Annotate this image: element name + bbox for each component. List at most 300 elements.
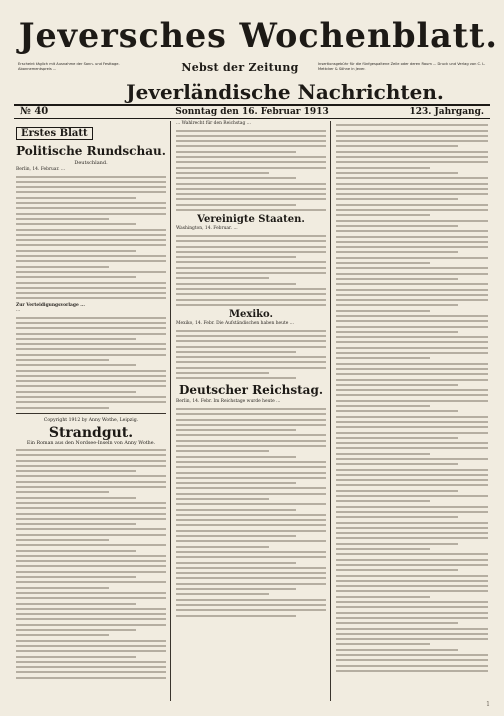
text-line-placeholder — [16, 465, 166, 467]
text-line-placeholder — [16, 470, 136, 472]
text-line-placeholder — [176, 235, 326, 237]
text-line-placeholder — [16, 661, 166, 663]
issue-date: Sonntag den 16. Februar 1913 — [175, 107, 329, 117]
text-line-placeholder — [176, 151, 296, 153]
text-line-placeholder — [16, 186, 166, 188]
text-line-placeholder — [336, 474, 488, 476]
text-line-placeholder — [336, 553, 488, 555]
article-subheading: Deutschland. — [74, 160, 108, 166]
text-line-placeholder — [336, 262, 430, 264]
text-line-placeholder — [16, 213, 166, 215]
text-line-placeholder — [176, 445, 326, 447]
text-line-placeholder — [176, 177, 296, 179]
text-line-placeholder — [336, 564, 488, 566]
text-line-placeholder — [16, 260, 166, 262]
text-line-placeholder — [16, 656, 136, 658]
article-heading: Deutscher Reichstag. — [178, 383, 324, 398]
text-line-placeholder — [16, 229, 166, 231]
text-line-placeholder — [336, 278, 458, 280]
text-line-placeholder — [336, 183, 488, 185]
publisher-info: Insertionsgebühr für die fünfgespaltene Zeile oder deren Raum ... Druck und Verlag von C. L. Mettcker & Söhne in Jever. — [318, 62, 486, 71]
text-line-placeholder — [176, 183, 326, 185]
text-line-placeholder — [336, 214, 430, 216]
text-line-placeholder — [16, 640, 166, 642]
text-line-placeholder — [336, 458, 488, 460]
text-line-placeholder — [16, 391, 136, 393]
text-line-placeholder — [176, 377, 296, 379]
text-line-placeholder — [16, 603, 136, 605]
text-line-placeholder — [176, 330, 326, 332]
text-line-placeholder — [16, 375, 166, 377]
text-line-placeholder — [336, 633, 488, 635]
text-line-placeholder — [336, 548, 430, 550]
text-line-placeholder — [336, 596, 430, 598]
text-line-placeholder — [336, 506, 488, 508]
text-line-placeholder — [176, 299, 326, 301]
text-line-placeholder — [336, 299, 488, 301]
text-line-placeholder — [16, 244, 166, 246]
masthead-title: Jeversches Wochenblatt. — [18, 16, 499, 56]
text-line-placeholder — [16, 544, 166, 546]
text-line-placeholder — [336, 341, 488, 343]
text-line-placeholder — [16, 282, 166, 284]
text-line-placeholder — [336, 331, 458, 333]
text-line-placeholder — [16, 518, 166, 520]
text-line-placeholder — [176, 466, 326, 468]
article-text: Mexiko, 14. Febr. Die Aufständischen haben heute ... — [176, 321, 294, 327]
text-line-placeholder — [176, 456, 296, 458]
text-line-placeholder — [336, 590, 488, 592]
text-line-placeholder — [336, 140, 488, 142]
text-line-placeholder — [176, 293, 326, 295]
text-line-placeholder — [16, 271, 166, 273]
text-line-placeholder — [176, 519, 326, 521]
text-line-placeholder — [336, 490, 458, 492]
text-line-placeholder — [336, 580, 488, 582]
column-rule — [170, 121, 171, 701]
feuilleton-subtitle: Ein Roman aus den Nordsee-Inseln von Anny Wothe. — [26, 440, 156, 446]
subscription-info: Erscheint täglich mit Ausnahme der Sonn- und Festtage. Abonnementspreis ... — [18, 62, 120, 71]
text-line-placeholder — [16, 449, 166, 451]
text-line-placeholder — [336, 447, 488, 449]
text-line-placeholder — [16, 218, 109, 220]
text-line-placeholder — [16, 550, 136, 552]
masthead-subtitle: Jeverländische Nachrichten. — [126, 80, 444, 104]
text-line-placeholder — [176, 556, 326, 558]
article-text: ... Wahlrecht für den Reichstag ... — [176, 121, 251, 126]
text-line-placeholder — [176, 130, 326, 132]
text-line-placeholder — [176, 551, 326, 553]
text-line-placeholder — [336, 379, 488, 381]
text-line-placeholder — [336, 357, 430, 359]
text-line-placeholder — [336, 326, 488, 328]
text-line-placeholder — [336, 437, 458, 439]
text-line-placeholder — [16, 370, 166, 372]
text-line-placeholder — [336, 283, 488, 285]
text-line-placeholder — [16, 239, 166, 241]
text-line-placeholder — [176, 351, 296, 353]
feuilleton-copyright: Copyright 1912 by Anny Wothe, Leipzig. — [43, 417, 139, 423]
text-line-placeholder — [336, 167, 430, 169]
text-line-placeholder — [336, 543, 458, 545]
text-line-placeholder — [176, 193, 326, 195]
text-line-placeholder — [16, 528, 166, 530]
text-line-placeholder — [336, 442, 488, 444]
text-line-placeholder — [336, 225, 458, 227]
text-line-placeholder — [336, 638, 488, 640]
text-line-placeholder — [16, 343, 166, 345]
text-line-placeholder — [176, 367, 326, 369]
text-line-placeholder — [16, 486, 166, 488]
text-line-placeholder — [176, 246, 326, 248]
text-line-placeholder — [176, 615, 296, 617]
text-line-placeholder — [336, 416, 488, 418]
text-line-placeholder — [176, 140, 326, 142]
text-line-placeholder — [176, 593, 269, 595]
text-line-placeholder — [176, 408, 326, 410]
text-line-placeholder — [336, 257, 488, 259]
illegible-text — [176, 408, 326, 617]
text-line-placeholder — [16, 581, 166, 583]
text-line-placeholder — [336, 659, 488, 661]
column-3 — [336, 121, 488, 675]
text-line-placeholder — [16, 677, 166, 679]
text-line-placeholder — [336, 373, 488, 375]
text-line-placeholder — [176, 440, 326, 442]
text-line-placeholder — [176, 572, 326, 574]
text-line-placeholder — [16, 539, 109, 541]
text-line-placeholder — [176, 562, 296, 564]
text-line-placeholder — [176, 450, 269, 452]
text-line-placeholder — [16, 613, 166, 615]
text-line-placeholder — [336, 320, 488, 322]
text-line-placeholder — [336, 426, 488, 428]
text-line-placeholder — [336, 628, 488, 630]
text-line-placeholder — [176, 514, 326, 516]
text-line-placeholder — [16, 534, 166, 536]
text-line-placeholder — [16, 497, 136, 499]
text-line-placeholder — [16, 202, 166, 204]
text-line-placeholder — [176, 267, 326, 269]
text-line-placeholder — [176, 304, 326, 306]
text-line-placeholder — [16, 401, 166, 403]
text-line-placeholder — [336, 410, 458, 412]
text-line-placeholder — [336, 665, 488, 667]
illegible-text — [16, 317, 166, 409]
text-line-placeholder — [16, 207, 166, 209]
text-line-placeholder — [176, 346, 326, 348]
text-line-placeholder — [336, 220, 488, 222]
text-line-placeholder — [336, 273, 488, 275]
text-line-placeholder — [16, 666, 166, 668]
location-heading: Vereinigte Staaten. — [197, 214, 305, 226]
text-line-placeholder — [176, 487, 326, 489]
text-line-placeholder — [16, 255, 166, 257]
text-line-placeholder — [336, 569, 458, 571]
text-line-placeholder — [16, 250, 136, 252]
text-line-placeholder — [176, 599, 326, 601]
text-line-placeholder — [336, 156, 488, 158]
text-line-placeholder — [336, 432, 488, 434]
text-line-placeholder — [16, 671, 166, 673]
text-line-placeholder — [16, 481, 166, 483]
article-text: Berlin, 14. Febr. Im Reichstage wurde heute ... — [176, 399, 281, 405]
text-line-placeholder — [336, 177, 488, 179]
text-line-placeholder — [336, 643, 430, 645]
text-line-placeholder — [336, 606, 488, 608]
text-line-placeholder — [336, 384, 458, 386]
text-line-placeholder — [336, 617, 488, 619]
text-line-placeholder — [336, 336, 488, 338]
text-line-placeholder — [176, 477, 326, 479]
text-line-placeholder — [336, 511, 488, 513]
text-line-placeholder — [16, 333, 166, 335]
text-line-placeholder — [176, 498, 269, 500]
text-line-placeholder — [336, 612, 488, 614]
text-line-placeholder — [176, 361, 326, 363]
text-line-placeholder — [176, 335, 326, 337]
text-line-placeholder — [16, 576, 136, 578]
text-line-placeholder — [336, 400, 488, 402]
dateline-bar — [14, 104, 490, 119]
text-line-placeholder — [176, 172, 269, 174]
text-line-placeholder — [176, 419, 326, 421]
text-line-placeholder — [336, 251, 458, 253]
text-line-placeholder — [336, 670, 488, 672]
text-line-placeholder — [176, 209, 326, 211]
text-line-placeholder — [176, 356, 326, 358]
text-line-placeholder — [176, 530, 326, 532]
text-line-placeholder — [336, 236, 488, 238]
text-line-placeholder — [336, 532, 488, 534]
text-line-placeholder — [16, 454, 166, 456]
text-line-placeholder — [176, 609, 326, 611]
text-line-placeholder — [16, 629, 136, 631]
masthead-nebst: Nebst der Zeitung — [181, 61, 299, 74]
text-line-placeholder — [336, 654, 488, 656]
text-line-placeholder — [176, 604, 326, 606]
illegible-text — [176, 330, 326, 380]
text-line-placeholder — [336, 294, 488, 296]
volume-year: 123. Jahrgang. — [409, 107, 484, 117]
text-line-placeholder — [336, 537, 488, 539]
text-line-placeholder — [336, 230, 488, 232]
text-line-placeholder — [336, 463, 458, 465]
text-line-placeholder — [336, 209, 488, 211]
text-line-placeholder — [16, 191, 166, 193]
text-line-placeholder — [176, 261, 326, 263]
text-line-placeholder — [16, 502, 166, 504]
text-line-placeholder — [336, 405, 430, 407]
text-line-placeholder — [336, 500, 430, 502]
text-line-placeholder — [16, 634, 109, 636]
text-line-placeholder — [16, 197, 136, 199]
text-line-placeholder — [336, 289, 488, 291]
text-line-placeholder — [16, 317, 166, 319]
text-line-placeholder — [16, 597, 166, 599]
text-line-placeholder — [336, 585, 488, 587]
text-line-placeholder — [336, 601, 488, 603]
illegible-text — [16, 176, 166, 300]
text-line-placeholder — [336, 453, 430, 455]
text-line-placeholder — [336, 315, 488, 317]
text-line-placeholder — [336, 124, 488, 126]
section-label: Erstes Blatt — [16, 127, 93, 140]
text-line-placeholder — [336, 479, 488, 481]
text-line-placeholder — [16, 407, 109, 409]
text-line-placeholder — [176, 283, 296, 285]
text-line-placeholder — [336, 516, 458, 518]
text-line-placeholder — [176, 288, 326, 290]
text-line-placeholder — [16, 348, 166, 350]
text-line-placeholder — [176, 482, 296, 484]
text-line-placeholder — [16, 587, 109, 589]
text-line-placeholder — [16, 176, 166, 178]
text-line-placeholder — [176, 524, 326, 526]
text-line-placeholder — [176, 567, 326, 569]
text-line-placeholder — [16, 385, 166, 387]
text-line-placeholder — [176, 277, 269, 279]
text-line-placeholder — [16, 297, 166, 299]
text-line-placeholder — [336, 130, 488, 132]
text-line-placeholder — [16, 223, 136, 225]
text-line-placeholder — [336, 145, 458, 147]
page-number: 1 — [486, 701, 490, 708]
text-line-placeholder — [176, 434, 326, 436]
text-line-placeholder — [336, 188, 488, 190]
text-line-placeholder — [16, 396, 166, 398]
text-line-placeholder — [16, 460, 166, 462]
text-line-placeholder — [16, 491, 109, 493]
article-subheading-2: Zur Verteidigungsvorlage ... — [16, 302, 85, 308]
text-line-placeholder — [16, 507, 166, 509]
text-line-placeholder — [176, 204, 296, 206]
text-line-placeholder — [16, 266, 109, 268]
text-line-placeholder — [16, 234, 166, 236]
text-line-placeholder — [176, 240, 326, 242]
text-line-placeholder — [176, 198, 326, 200]
text-line-placeholder — [176, 161, 326, 163]
text-line-placeholder — [176, 340, 326, 342]
text-line-placeholder — [336, 394, 488, 396]
column-2 — [176, 121, 326, 620]
text-line-placeholder — [16, 571, 166, 573]
article-heading: Politische Rundschau. — [16, 144, 166, 158]
text-line-placeholder — [336, 527, 488, 529]
text-line-placeholder — [336, 151, 488, 153]
text-line-placeholder — [16, 608, 166, 610]
text-line-placeholder — [336, 204, 488, 206]
text-line-placeholder — [336, 559, 488, 561]
text-line-placeholder — [336, 304, 458, 306]
text-line-placeholder — [336, 389, 488, 391]
text-line-placeholder — [336, 469, 488, 471]
text-line-placeholder — [176, 540, 326, 542]
text-line-placeholder — [336, 649, 458, 651]
text-line-placeholder — [336, 172, 458, 174]
text-line-placeholder — [16, 513, 166, 515]
text-line-placeholder — [16, 618, 166, 620]
location-heading: Mexiko. — [228, 309, 274, 321]
column-rule — [330, 121, 331, 701]
text-line-placeholder — [16, 276, 136, 278]
text-line-placeholder — [16, 592, 166, 594]
illegible-text — [336, 124, 488, 672]
text-line-placeholder — [16, 560, 166, 562]
text-line-placeholder — [16, 287, 166, 289]
text-line-placeholder — [336, 193, 488, 195]
text-line-placeholder — [16, 359, 109, 361]
text-line-placeholder — [336, 522, 488, 524]
text-line-placeholder — [16, 565, 166, 567]
text-line-placeholder — [176, 156, 326, 158]
text-line-placeholder — [336, 198, 458, 200]
text-line-placeholder — [176, 583, 326, 585]
text-line-placeholder — [336, 241, 488, 243]
text-line-placeholder — [176, 372, 269, 374]
text-line-placeholder — [16, 555, 166, 557]
text-line-placeholder — [16, 322, 166, 324]
text-line-placeholder — [336, 495, 488, 497]
text-line-placeholder — [176, 429, 296, 431]
text-line-placeholder — [16, 181, 166, 183]
text-line-placeholder — [176, 424, 326, 426]
illegible-text — [176, 235, 326, 306]
text-line-placeholder — [336, 347, 488, 349]
text-line-placeholder — [336, 484, 488, 486]
text-line-placeholder — [176, 461, 326, 463]
text-line-placeholder — [16, 292, 166, 294]
illegible-text — [16, 449, 166, 679]
text-line-placeholder — [16, 645, 166, 647]
text-line-placeholder — [16, 380, 166, 382]
text-line-placeholder — [176, 413, 326, 415]
article-text: Berlin, 14. Februar. ... — [16, 167, 66, 172]
text-line-placeholder — [16, 338, 136, 340]
article-text: ... — [16, 308, 21, 314]
text-line-placeholder — [16, 354, 166, 356]
text-line-placeholder — [336, 267, 488, 269]
text-line-placeholder — [336, 161, 488, 163]
text-line-placeholder — [336, 310, 430, 312]
text-line-placeholder — [336, 622, 458, 624]
divider — [16, 413, 166, 414]
text-line-placeholder — [176, 577, 326, 579]
text-line-placeholder — [16, 364, 136, 366]
text-line-placeholder — [176, 509, 296, 511]
text-line-placeholder — [336, 575, 488, 577]
article-text: Washington, 14. Februar. ... — [176, 226, 238, 232]
text-line-placeholder — [176, 167, 326, 169]
text-line-placeholder — [16, 523, 136, 525]
text-line-placeholder — [16, 624, 166, 626]
text-line-placeholder — [336, 135, 488, 137]
text-line-placeholder — [176, 135, 326, 137]
text-line-placeholder — [176, 535, 296, 537]
text-line-placeholder — [176, 472, 326, 474]
text-line-placeholder — [176, 493, 326, 495]
text-line-placeholder — [176, 588, 296, 590]
text-line-placeholder — [16, 650, 166, 652]
text-line-placeholder — [336, 246, 488, 248]
text-line-placeholder — [16, 475, 166, 477]
text-line-placeholder — [176, 503, 326, 505]
column-1 — [16, 121, 166, 682]
text-line-placeholder — [336, 352, 488, 354]
text-line-placeholder — [336, 363, 488, 365]
text-line-placeholder — [176, 546, 269, 548]
text-line-placeholder — [176, 256, 296, 258]
